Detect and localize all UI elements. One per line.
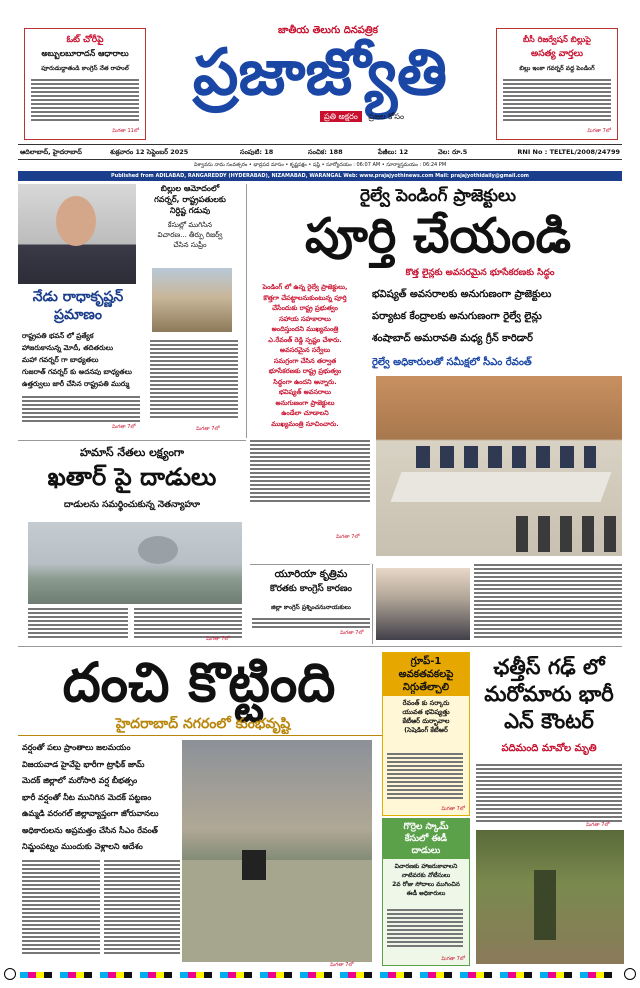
gorrela-sub-1: విచారణకు హాజరుకావాలని xyxy=(394,863,458,870)
right-teaser-kicker: బీసీ రిజర్వేషన్ బిల్లుపై xyxy=(523,35,591,44)
redbox-line: అనుగుణంగా ప్రాజెక్టులు xyxy=(275,398,335,407)
railway-subhead: కొత్త లైన్లకు అవసరమైన భూసేకరణకు సిద్ధం xyxy=(405,268,555,278)
smoke-shape xyxy=(138,536,178,564)
rain-bullet: వర్షంతో పలు ప్రాంతాలు జలమయం xyxy=(22,743,131,752)
encounter-subhead: పదిమంది మావోల మృతి xyxy=(501,743,597,754)
radhakrishnan-bullets xyxy=(22,330,146,390)
column-rule xyxy=(372,564,373,644)
rain-byline: మిగతా 7లో xyxy=(330,962,354,968)
right-teaser-title: అసత్య వార్తలు xyxy=(531,49,583,59)
right-teaser-body xyxy=(503,79,611,121)
governor-sub-2: విచారణ... తీర్పు రిజర్వ్ xyxy=(157,231,223,239)
soldier-shape xyxy=(534,870,556,940)
rk-bullet: ఉత్తర్వులు జారీ చేసిన రాష్ట్రపతి ముర్ము xyxy=(22,380,130,388)
face-shape xyxy=(56,196,96,246)
radhakrishnan-photo xyxy=(18,184,136,284)
group1-header xyxy=(383,653,469,696)
hamas-kicker: హమాస్ నేతలు లక్ష్యంగా xyxy=(79,446,185,459)
radhakrishnan-headline[interactable]: నేడు రాధాకృష్ణన్ ప్రమాణం xyxy=(32,289,124,323)
supreme-court-photo xyxy=(152,268,232,332)
rk-bullet: రాష్ట్రపతి భవన్ లో ప్రత్యేక xyxy=(22,332,94,340)
group1-sub-3: కేటీఆర్ దుర్భావాల xyxy=(402,717,450,725)
rain-subhead: హైదరాబాద్ నగరంలో కుంభవృష్టి xyxy=(18,716,388,736)
governor-story[interactable] xyxy=(140,184,240,264)
railway-deck-line: పర్యాటక కేంద్రాలకు అనుగుణంగా రైల్వే లైన్లు xyxy=(372,311,542,322)
urea-title-2: కొరతకు కాంగ్రెస్ కారణం xyxy=(270,584,352,594)
rain-bullet: నిమ్జంపట్నం ముందుకు వెళ్లాలని ఆదేశం xyxy=(22,842,143,851)
masthead-motto xyxy=(320,112,404,123)
rk-bullet: మహా గవర్నర్ గా బాధ్యతలు xyxy=(22,356,99,364)
forest-photo xyxy=(476,830,624,964)
right-teaser-subtitle: బిల్లు ఇంకా గవర్నర్ వద్ద పెండింగ్ xyxy=(519,65,595,72)
railway-deck-line: శంషాబాద్ అమరావతి మధ్య గ్రీన్ కారిడార్ xyxy=(372,333,533,344)
rain-bullet: ఉమ్మడి వరంగల్ జిల్లావ్యాప్తంగా జోరువానలు xyxy=(22,809,159,818)
redbox-line: అందిస్తుందని ముఖ్యమంత్రి xyxy=(271,325,339,333)
railway-deck xyxy=(372,284,622,350)
encounter-line-3: ఎన్ కౌంటర్ xyxy=(504,709,594,733)
left-teaser-subtitle: పూరుడుద్దాతండి కాంగ్రెస్ నేత రాహుల్ xyxy=(41,65,129,72)
gorrela-title-3: దాడులు xyxy=(411,846,441,856)
doha-photo xyxy=(28,522,242,604)
railway-kicker: రైల్వే పెండింగ్ ప్రాజెక్టులు xyxy=(360,186,516,206)
hamas-subhead: దాడులను సమర్థించుకున్న నెతన్యాహూ xyxy=(63,500,201,510)
governor-line-3: నిర్దిష్ట గడువు xyxy=(169,206,211,215)
group1-body xyxy=(387,753,463,799)
gorrela-sub-2: నాటివరకు నోటీసులు xyxy=(401,872,451,879)
redbox-line: కొత్తగా చేపట్టాలనుకుంటున్న పూర్తి xyxy=(263,293,347,302)
group1-sub-4: (సెషెడింగ్ కేటీఆర్ xyxy=(404,726,448,734)
rain-bullet: విజయవాడ హైవేపై భారీగా ట్రాఫిక్ జామ్ xyxy=(22,759,145,769)
rain-bullet: అధికారులను అప్రమత్తం చేసిన సీఎం రేవంత్ xyxy=(22,825,158,835)
railway-headline[interactable]: పూర్తి చేయండి xyxy=(304,208,572,264)
redbox-line: అవసరమైన సర్వేలు xyxy=(279,346,331,354)
encounter-byline: మిగతా 7లో xyxy=(586,822,610,828)
meeting-chairs xyxy=(516,516,616,552)
rain-bullet: మెదక్ జిల్లాలో మరోసారి వర్ష బీభత్సం xyxy=(22,776,138,785)
dateline-pages: పేజీలు: 12 xyxy=(378,148,409,156)
group1-sub xyxy=(383,699,469,735)
redbox-line: ఉండేలా చూడాలని xyxy=(281,409,329,417)
railway-red-box xyxy=(246,282,364,432)
gorrela-box[interactable] xyxy=(382,818,470,966)
rain-street-photo xyxy=(182,740,372,962)
dateline-issue: సంచిక: 188 xyxy=(308,148,343,156)
dateline-price: వెల: రూ.5 xyxy=(438,148,468,156)
governor-body xyxy=(150,340,238,418)
motto-left: ప్రతి అక్షరం xyxy=(320,111,362,122)
left-teaser-kicker: ఓట్ చోరీపై xyxy=(66,35,104,45)
rain-body-right xyxy=(104,860,180,954)
hamas-body-right xyxy=(134,608,242,638)
redbox-line: చేసేందుకు రాష్ట్ర ప్రభుత్వం xyxy=(272,304,338,312)
biker-shape xyxy=(242,850,266,880)
governor-sub-3: చేసిన సుప్రీం xyxy=(173,241,207,249)
flood-water xyxy=(182,860,372,962)
redbox-line: భవిష్యత్ అవసరాలు xyxy=(279,388,331,396)
governor-sub-1: కేసుల్లో ముగిసిన xyxy=(167,221,213,229)
redbox-line: ముఖ్యమంత్రి సూచించారు. xyxy=(271,419,339,428)
group1-title-3: నిగ్గుతేల్చాలి xyxy=(402,682,450,693)
section-divider xyxy=(250,564,370,565)
registration-mark-icon xyxy=(624,968,636,980)
governor-byline: మిగతా 7లో xyxy=(196,426,220,432)
motto-right: ప్రజల కోసం xyxy=(368,112,405,121)
hamas-byline: మిగతా 7లో xyxy=(206,636,230,642)
railway-body xyxy=(250,440,370,502)
urea-body xyxy=(252,618,370,628)
group1-box[interactable] xyxy=(382,652,470,816)
railway-continued-body xyxy=(474,564,622,638)
gorrela-sub-4: ఈడీ అధికారులు xyxy=(406,890,446,897)
left-teaser-byline: మిగతా 11లో xyxy=(112,128,139,134)
radhakrishnan-byline: మిగతా 7లో xyxy=(112,424,136,430)
left-teaser-box[interactable] xyxy=(24,28,146,140)
redbox-line: సహాయ సహకారాలు xyxy=(279,314,331,323)
radhakrishnan-body xyxy=(22,396,140,422)
dateline-place: ఆదిలాబాద్, హైదరాబాద్ xyxy=(20,148,82,156)
right-teaser-byline: మిగతా 7లో xyxy=(587,128,611,134)
masthead-title: ప్రజాజ్యోతి xyxy=(192,36,448,110)
dateline-volume: సంపుటి: 18 xyxy=(240,148,274,156)
gorrela-byline: మిగతా 7లో xyxy=(441,956,465,962)
rain-bullets xyxy=(22,740,192,856)
meeting-table xyxy=(391,472,612,502)
dateline-bar xyxy=(18,144,622,160)
governor-line-1: బిల్లుల ఆమోదంలో xyxy=(160,184,220,193)
rk-bullet: గుజరాత్ గవర్నర్ కు అదనపు బాధ్యతలు xyxy=(22,368,132,376)
redbox-line: ఎ.రేవంత్ రెడ్డి స్పష్టం చేశారు. xyxy=(268,335,342,344)
redbox-line: సమగ్రంగా చేసిన తర్వాత xyxy=(273,356,337,365)
railway-meeting-photo xyxy=(376,376,622,556)
rain-headline[interactable]: దంచి కొట్టింది xyxy=(62,651,336,714)
urea-title[interactable]: యూరియా కృత్రిమ xyxy=(274,569,348,580)
gorrela-title-2: కేసులో ఈడీ xyxy=(404,834,448,844)
hamas-headline[interactable]: ఖతార్ పై దాడులు xyxy=(47,463,217,491)
governor-line-2: గవర్నర్, రాష్ట్రపతులకు xyxy=(154,195,226,204)
column-rule xyxy=(246,184,247,438)
gorrela-title-1: గొర్రెల స్కామ్ xyxy=(403,822,449,832)
gorrela-header xyxy=(383,819,469,859)
gorrela-sub xyxy=(383,862,469,898)
meeting-people xyxy=(416,446,596,468)
redbox-line: పెండింగ్ లో ఉన్న రైల్వే ప్రాజెక్టులు, xyxy=(262,283,348,291)
rain-body-left xyxy=(22,860,100,954)
redbox-line: భూసేకరణకు రాష్ట్ర ప్రభుత్వం xyxy=(268,367,342,375)
left-teaser-body xyxy=(31,79,139,121)
section-divider xyxy=(18,646,622,647)
published-bar: Published from ADILABAD, RANGAREDDY (HYDERABAD), NIZAMABAD, WARANGAL Web: www.prajajyothinews.com Mail: prajajyothidaily@gmail.com xyxy=(18,171,622,181)
masthead[interactable] xyxy=(150,20,490,140)
section-divider xyxy=(18,440,246,441)
gorrela-body xyxy=(387,909,463,947)
encounter-line-2: మరోమారు భారీ xyxy=(484,682,614,706)
urea-sub: జిల్లా కాంగ్రెస్ ప్రశ్నించనునాయకులు xyxy=(271,604,351,611)
group1-sub-1: రేవంత్ కు సర్కారు xyxy=(402,699,450,707)
group1-title-1: గ్రూప్-1 xyxy=(410,656,442,667)
rain-bullet: భారీ వర్షంతో నీట మునిగిన మెదక్ పట్టణం xyxy=(22,792,152,802)
encounter-body xyxy=(476,764,622,822)
right-teaser-box[interactable] xyxy=(496,28,618,140)
masthead-tagline: జాతీయ తెలుగు దినపత్రిక xyxy=(278,25,378,36)
group1-title-2: అవకతవకలపై xyxy=(398,669,454,680)
urea-photo xyxy=(376,568,470,640)
railway-deck-line: భవిష్యత్ అవసరాలకు అనుగుణంగా ప్రాజెక్టులు xyxy=(372,289,552,300)
hamas-body-left xyxy=(28,608,128,638)
registration-mark-icon xyxy=(4,968,16,980)
color-bar xyxy=(20,972,620,978)
dateline-date: శుక్రవారం 12 సెప్టెంబర్ 2025 xyxy=(110,148,189,156)
redbox-line: సిద్ధంగా ఉందని అన్నారు. xyxy=(273,377,337,386)
railway-byline: మిగతా 7లో xyxy=(336,534,360,540)
rk-bullet: హాజరుకానున్న మోదీ, తదితరులు xyxy=(22,344,114,352)
panchangam-bar: విశ్వావసు నామ సంవత్సరం • భాద్రపద మాసం • కృష్ణపక్షం • షష్ఠి • సూర్యోదయం : 06:07 AM • సూర్యాస్తమయం : 06:24 PM xyxy=(193,162,447,168)
group1-sub-2: యువత భవిష్యత్తు xyxy=(402,708,450,716)
urea-byline: మిగతా 7లో xyxy=(340,630,364,636)
encounter-headline[interactable] xyxy=(474,654,624,735)
railway-tagline: రైల్వే అధికారులతో సమీక్షలో సీఎం రేవంత్ xyxy=(372,357,532,368)
dateline-rni: RNI No : TELTEL/2008/24799 xyxy=(517,148,620,156)
gorrela-sub-3: 2వ రోజు సోదాలు ముగించిన xyxy=(392,881,460,888)
group1-byline: మిగతా 7లో xyxy=(441,806,465,812)
encounter-line-1: ఛత్తీస్ గఢ్ లో xyxy=(493,655,605,679)
left-teaser-title: అబ్బులబూరాదన్ ఆధారాలు xyxy=(41,49,129,58)
